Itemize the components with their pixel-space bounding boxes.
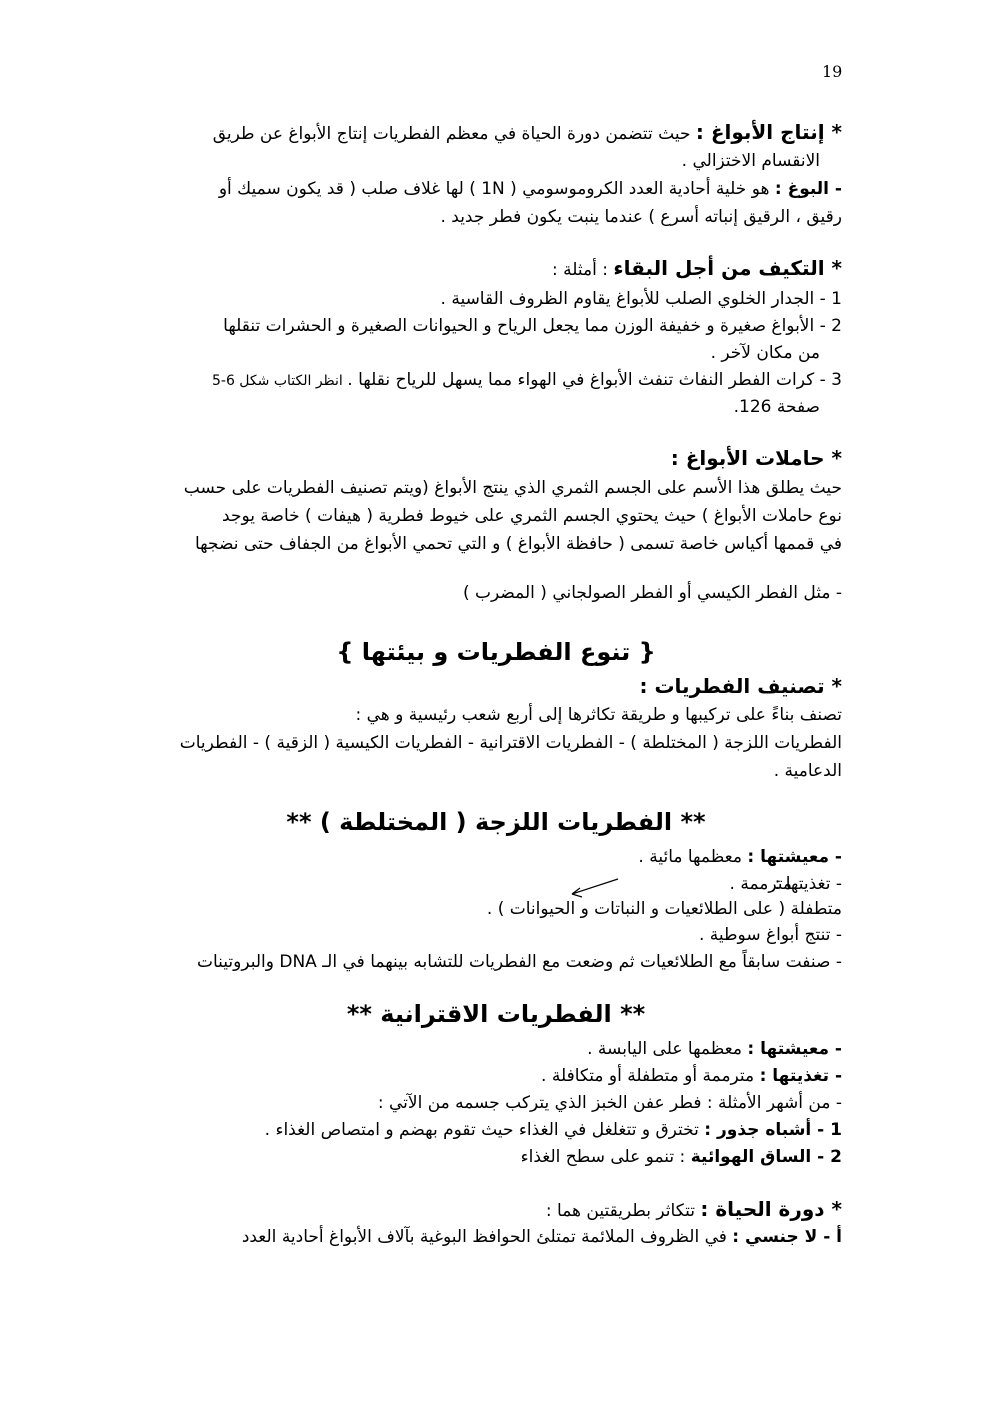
diversity-title: { تنوع الفطريات و بيئتها } [336,638,656,666]
zygo-nutrition-line [541,1064,842,1088]
zygo-example: - من أشهر الأمثلة : فطر عفن الخبز الذي يتركب جسمه من الآتي : [377,1093,842,1113]
spores-text-1: حيث تتضمن دورة الحياة في معظم الفطريات إنتاج الأبواغ عن طريق [212,124,696,144]
lifecycle-heading: * دورة الحياة : [700,1197,842,1221]
adaptation-item-3: 3 - كرات الفطر النفاث تنفث الأبواغ في الهواء مما يسهل للرياح نقلها . [347,370,842,390]
page-number: 19 [822,62,843,81]
sporangia-line-2: نوع حاملات الأبواغ ) حيث يحتوي الجسم الثمري على خيوط فطرية ( هيفات ) خاصة يوجد [222,506,842,526]
zygo-title: ** الفطريات الاقترانية ** [346,1000,646,1028]
spore-text-2: رقيق ، الرقيق إنباته أسرع ) عندما ينبت يكون فطر جديد . [440,207,842,227]
book-reference: انظر الكتاب شكل 6-5 [211,373,348,389]
adaptation-item-2: 2 - الأبواغ صغيرة و خفيفة الوزن مما يجعل الرياح و الحيوانات الصغيرة و الحشرات تنقلها [223,316,842,336]
slime-habitat: معظمها مائية . [638,847,748,867]
slime-habitat-line [638,845,842,869]
adaptation-item-3-line [212,368,842,393]
lifecycle-heading-line [546,1197,842,1223]
slime-nutrition-label: - تغذيتها : [774,874,842,894]
zygo-nutrition: مترممة أو متطفلة أو متكافلة . [541,1066,760,1086]
spore-label: - البوغ : [774,179,842,199]
adaptation-heading-line [552,256,842,282]
classification-line-3: الدعامية . [773,761,842,781]
lifecycle-asexual-line [242,1225,842,1249]
classification-heading: * تصنيف الفطريات : [639,674,842,698]
zygo-habitat: معظمها على اليابسة . [587,1039,748,1059]
spores-heading: * إنتاج الأبواغ : [695,120,842,144]
lifecycle-asexual-label: أ - لا جنسي : [732,1227,842,1247]
zygo-stolon: : تنمو على سطح الغذاء [520,1147,691,1167]
slime-title: ** الفطريات اللزجة ( المختلطة ) ** [286,808,706,836]
spores-line-1 [213,120,842,146]
classification-line-2: الفطريات اللزجة ( المختلطة ) - الفطريات الاقترانية - الفطريات الكيسية ( الزقية ) - الفطريات [179,733,842,753]
zygo-stolon-label: 2 - الساق الهوائية [690,1147,842,1167]
slime-nutrition: مترممة . [729,874,792,894]
slime-classified: - صنفت سابقاً مع الطلائعيات ثم وضعت مع الفطريات للتشابه بينهما في الـ DNA والبروتينات [196,952,842,972]
adaptation-item-2-cont: من مكان لآخر . [710,343,820,363]
sporangia-line-3: في قممها أكياس خاصة تسمى ( حافظة الأبواغ ) و التي تحمي الأبواغ من الجفاف حتى نضجها [194,534,842,554]
slime-spores: - تنتج أبواغ سوطية . [698,925,842,945]
classification-line-1: تصنف بناءً على تركيبها و طريقة تكاثرها إلى أربع شعب رئيسية و هي : [355,705,842,725]
sporangia-heading: * حاملات الأبواغ : [670,446,842,470]
sporangia-example: - مثل الفطر الكيسي أو الفطر الصولجاني ( المضرب ) [462,583,842,603]
adaptation-heading: * التكيف من أجل البقاء [613,256,842,280]
spore-definition-line [219,177,842,201]
sporangia-line-1: حيث يطلق هذا الأسم على الجسم الثمري الذي ينتج الأبواغ (ويتم تصنيف الفطريات على حسب [183,478,842,498]
zygo-habitat-line [587,1037,842,1061]
spores-text-2: الانقسام الاختزالي . [681,151,820,171]
zygo-stolon-line [521,1145,842,1169]
lifecycle-asexual: في الظروف الملائمة تمتلئ الحوافظ البوغية بآلاف الأبواغ أحادية العدد [241,1227,733,1247]
adaptation-item-3-cont: صفحة 126. [733,397,820,417]
zygo-rhizoids-label: 1 - أشباه جذور : [704,1120,842,1140]
slime-habitat-label: - معيشتها : [747,847,842,867]
spore-text: هو خلية أحادية العدد الكروموسومي ( 1N ) لها غلاف صلب ( قد يكون سميك أو [218,179,775,199]
zygo-nutrition-label: - تغذيتها : [759,1066,842,1086]
lifecycle-heading-rest: تتكاثر بطريقتين هما : [545,1201,701,1221]
adaptation-heading-rest: : أمثلة : [552,260,614,280]
zygo-rhizoids: تخترق و تتغلغل في الغذاء حيث تقوم بهضم و امتصاص الغذاء . [264,1120,705,1140]
zygo-rhizoids-line [265,1118,842,1142]
zygo-habitat-label: - معيشتها : [747,1039,842,1059]
slime-nutrition-2: متطفلة ( على الطلائعيات و النباتات و الحيوانات ) . [486,899,842,919]
adaptation-item-1: 1 - الجدار الخلوي الصلب للأبواغ يقاوم الظروف القاسية . [440,289,842,309]
